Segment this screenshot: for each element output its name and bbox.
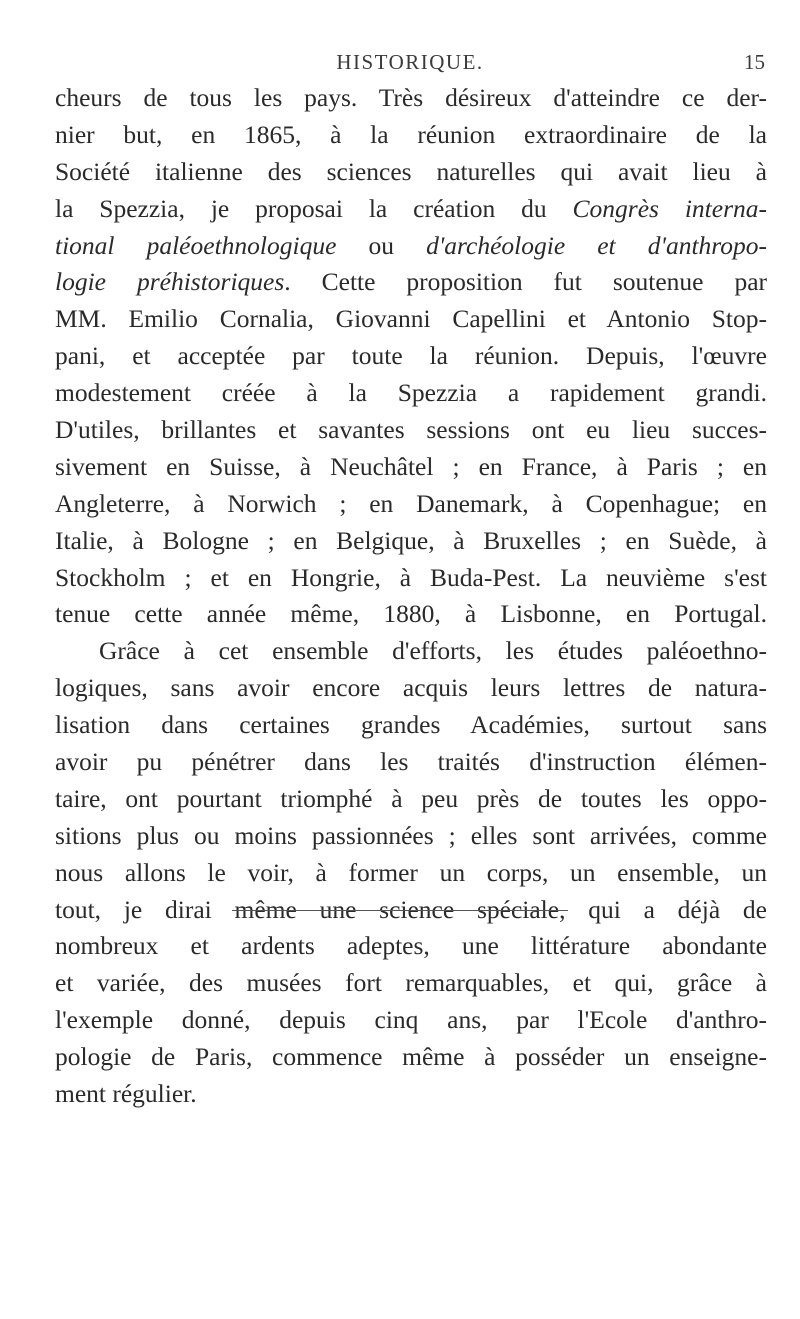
line-text: nous allons le voir, à former un corps, un ensemble, un	[55, 857, 767, 887]
line-text: et variée, des musées fort remarquables, et qui, grâce à	[55, 968, 767, 998]
italic-title: d'archéologie et d'anthropo-	[426, 230, 767, 260]
line-text: nier but, en 1865, à la réunion extraordinaire de la	[55, 119, 767, 149]
line-text: Grâce à cet ensemble d'efforts, les études paléoethno-	[99, 636, 767, 666]
line-text: l'exemple donné, depuis cinq ans, par l'Ecole d'anthro-	[55, 1005, 767, 1035]
section-divider-rule	[232, 910, 568, 911]
text-line	[55, 928, 767, 965]
line-text: sitions plus ou moins passionnées ; elles sont arrivées, comme	[55, 820, 767, 850]
line-text: tenue cette année même, 1880, à Lisbonne, en Portugal.	[55, 599, 767, 629]
text-line	[55, 117, 767, 154]
text-line	[55, 781, 767, 818]
text-line	[55, 1039, 767, 1076]
text-line	[55, 375, 767, 412]
line-text: D'utiles, brillantes et savantes sessions ont eu lieu succes-	[55, 415, 767, 445]
text-line	[55, 301, 767, 338]
text-line	[55, 744, 767, 781]
text-line	[55, 670, 767, 707]
text-line	[55, 523, 767, 560]
text-line-paragraph-start	[55, 633, 767, 670]
line-text: tout, je dirai même une science spéciale, qui a déjà de	[55, 894, 767, 924]
text-line	[55, 818, 767, 855]
line-text: Stockholm ; et en Hongrie, à Buda-Pest. La neuvième s'est	[55, 562, 767, 592]
italic-title: Congrès interna-	[572, 193, 767, 223]
text-line	[55, 486, 767, 523]
line-text: sivement en Suisse, à Neuchâtel ; en France, à Paris ; en	[55, 451, 767, 481]
text-line	[55, 154, 767, 191]
line-text: ou	[336, 230, 427, 260]
text-line	[55, 264, 767, 301]
line-text: la Spezzia, je proposai la création du	[55, 193, 573, 223]
line-text: logiques, sans avoir encore acquis leurs lettres de natura-	[55, 673, 767, 703]
line-text: taire, ont pourtant triomphé à peu près de toutes les oppo-	[55, 783, 767, 813]
line-text: Société italienne des sciences naturelles qui avait lieu à	[55, 156, 767, 186]
italic-title: tional paléoethnologique	[55, 230, 337, 260]
line-text: pani, et acceptée par toute la réunion. Depuis, l'œuvre	[55, 341, 767, 371]
page-number: 15	[744, 50, 765, 74]
running-title: HISTORIQUE.	[336, 50, 484, 74]
line-text: pologie de Paris, commence même à posséder un enseigne-	[55, 1042, 767, 1072]
text-line	[55, 965, 767, 1002]
text-line	[55, 449, 767, 486]
text-line	[55, 596, 767, 633]
line-text: ment régulier.	[55, 1079, 197, 1109]
line-text: Angleterre, à Norwich ; en Danemark, à Copenhague; en	[55, 488, 767, 518]
line-text: MM. Emilio Cornalia, Giovanni Capellini et Antonio Stop-	[55, 304, 767, 334]
text-line	[55, 338, 767, 375]
text-line	[55, 191, 767, 228]
italic-title: logie préhistoriques	[55, 267, 285, 297]
line-text: lisation dans certaines grandes Académies, surtout sans	[55, 710, 767, 740]
line-text: Italie, à Bologne ; en Belgique, à Bruxelles ; en Suède, à	[55, 525, 767, 555]
text-line	[55, 1002, 767, 1039]
body-paragraphs	[55, 80, 767, 1113]
text-line	[55, 855, 767, 892]
text-line	[55, 560, 767, 597]
text-line	[55, 80, 767, 117]
line-text: modestement créée à la Spezzia a rapidement grandi.	[55, 378, 767, 408]
text-line	[55, 707, 767, 744]
line-text: nombreux et ardents adeptes, une littérature abondante	[55, 931, 767, 961]
line-text: avoir pu pénétrer dans les traités d'instruction élémen-	[55, 747, 767, 777]
text-line	[55, 412, 767, 449]
text-line	[55, 228, 767, 265]
line-text: . Cette proposition fut soutenue par	[284, 267, 767, 297]
line-text: cheurs de tous les pays. Très désireux d'atteindre ce der-	[55, 83, 767, 112]
text-line-paragraph-end	[55, 1076, 767, 1113]
running-header	[55, 50, 765, 80]
